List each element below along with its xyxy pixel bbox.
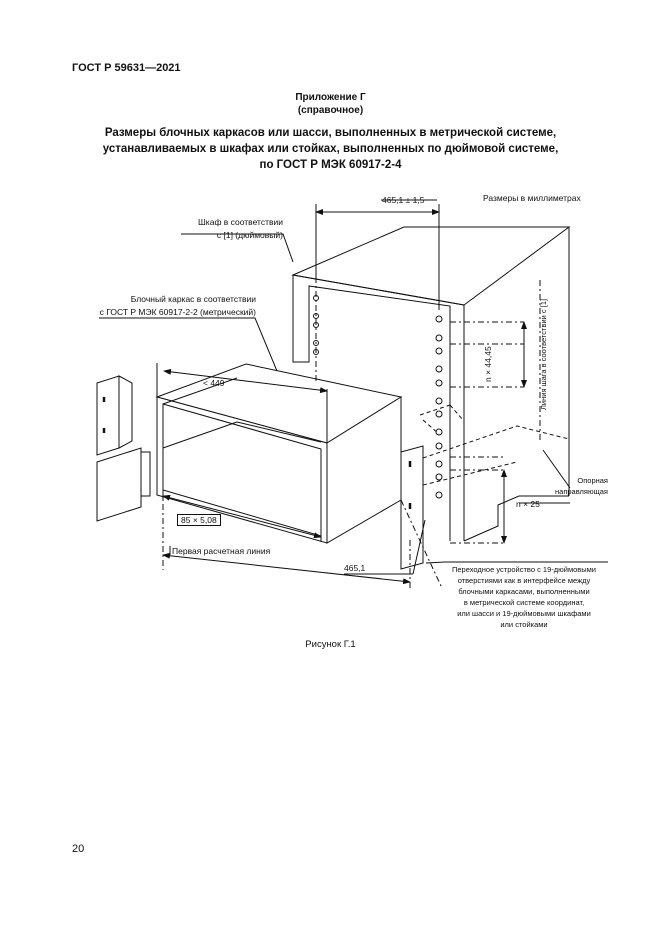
annex-subtitle: (справочное) [297, 105, 364, 116]
dim-top: 465,1 ± 1,5 [382, 195, 425, 205]
left-bracket-rear [97, 376, 132, 455]
units-note: Размеры в миллиметрах [483, 193, 581, 203]
adapter-bracket [401, 446, 423, 569]
page-number: 20 [72, 843, 85, 855]
dim-width: < 449 [203, 378, 225, 388]
cabinet-label-line-1: Шкаф в соответствии [198, 217, 283, 227]
left-bracket-front [97, 448, 150, 521]
adapter-label-line-4: в метрической системе координат, [463, 598, 585, 607]
adapter-label-line-3: блочными каркасами, выполненными [458, 587, 590, 596]
adapter-label-line-5: или шасси и 19-дюймовыми шкафами [457, 609, 591, 618]
cabinet-right-holes [436, 316, 442, 498]
support-guide-line-2: направляющая [555, 487, 608, 496]
first-reference-line-label: Первая расчетная линия [172, 546, 271, 556]
subrack-label-line-1: Блочный каркас в соответствии [130, 294, 256, 304]
adapter-label-line-2: отверстиями как в интерфейсе между [457, 576, 591, 585]
subrack-label-line-2: с ГОСТ Р МЭК 60917-2-2 (метрический) [99, 307, 256, 317]
adapter-label-line-1: Переходное устройство с 19-дюймовыми [452, 565, 596, 574]
pitch-line-label: Линия шага в соответствии с [1] [539, 298, 548, 410]
dim-bottom: 465,1 [344, 563, 366, 573]
document-header: ГОСТ Р 59631—2021 [72, 62, 181, 74]
figure-title-line-1: Размеры блочных каркасов или шасси, выполненных в метрической системе, [104, 127, 557, 139]
adapter-label-line-6: или стойками [500, 620, 548, 629]
dim-n-44-45: n × 44,45 [483, 346, 493, 382]
figure-caption: Рисунок Г.1 [305, 639, 356, 650]
dim-n-25: n × 25 [516, 499, 540, 509]
support-guide-line-1: Опорная [577, 476, 608, 485]
annex-title: Приложение Г [295, 92, 366, 103]
cabinet-label-line-2: с [1] (дюймовый) [216, 230, 283, 240]
figure-title-line-2: устанавливаемых в шкафах или стойках, выполненных по дюймовой системе, [102, 143, 559, 155]
figure-title-line-3: по ГОСТ Р МЭК 60917-2-4 [259, 159, 402, 171]
dim-pitch: 85 × 5,08 [177, 514, 221, 526]
